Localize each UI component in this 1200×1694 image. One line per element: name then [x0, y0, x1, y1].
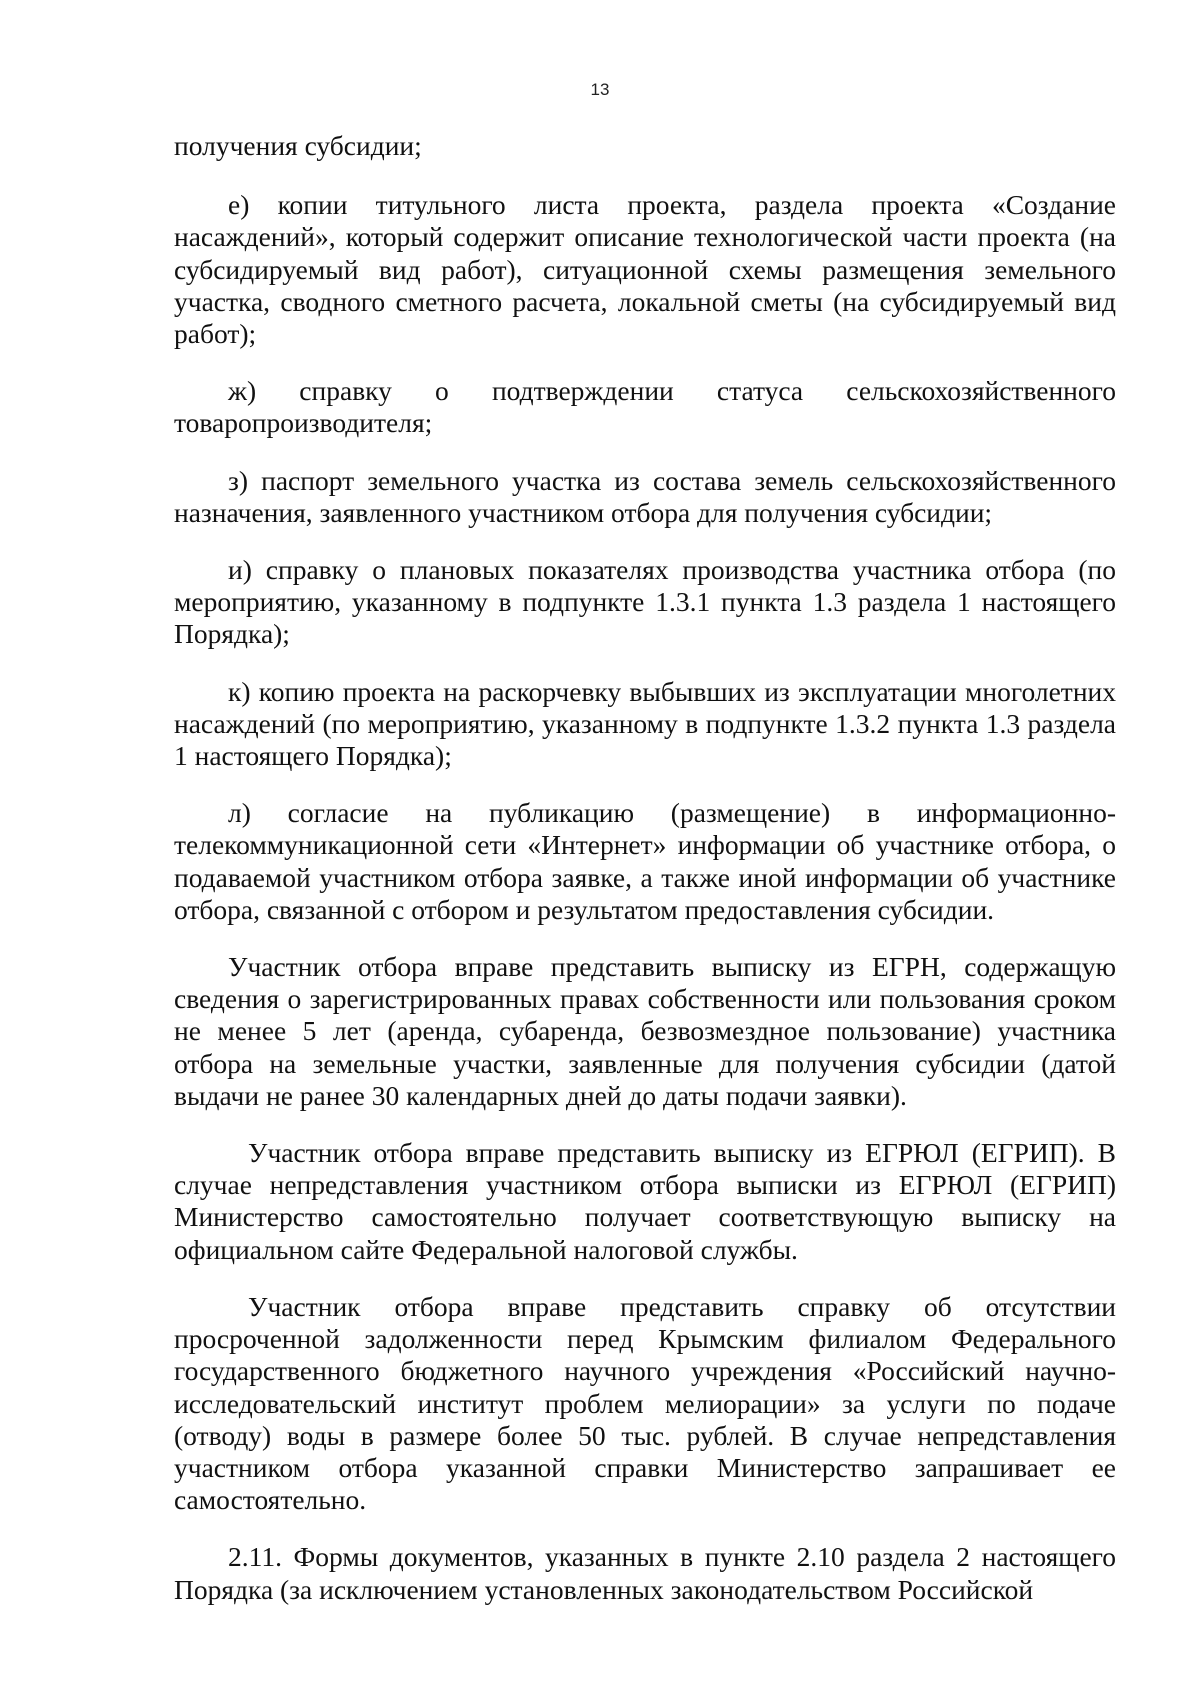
paragraph-debt-certificate: Участник отбора вправе представить справку об отсутствии просроченной задолженности перед Крымским филиалом Федерального государственного бюджетного научного учреждения «Российский научно-исследовательский институт проблем мелиорации» за услуги по подаче (отводу) воды в размере более 50 тыс. рублей. В случае непредставления участником отбора указанной справки Министерство запрашивает ее самостоятельно. [174, 1290, 1116, 1516]
paragraph-egrn: Участник отбора вправе представить выписку из ЕГРН, содержащую сведения о зарегистрированных правах собственности или пользования сроком не менее 5 лет (аренда, субаренда, безвозмездное пользование) участника отбора на земельные участки, заявленные для получения субсидии (датой выдачи не ранее 30 календарных дней до даты подачи заявки). [174, 951, 1116, 1111]
paragraph-continuation: получения субсидии; [174, 130, 422, 161]
paragraph-item-i: и) справку о плановых показателях производства участника отбора (по мероприятию, указанному в подпункте 1.3.1 пункта 1.3 раздела 1 настоящего Порядка); [174, 554, 1116, 650]
paragraph-egrul: Участник отбора вправе представить выписку из ЕГРЮЛ (ЕГРИП). В случае непредставления участником отбора выписки из ЕГРЮЛ (ЕГРИП) Министерство самостоятельно получает соответствующую выписку на официальном сайте Федеральной налоговой службы. [174, 1137, 1116, 1265]
paragraph-item-k: к) копию проекта на раскорчевку выбывших из эксплуатации многолетних насаждений (по мероприятию, указанному в подпункте 1.3.2 пункта 1.3 раздела 1 настоящего Порядка); [174, 675, 1116, 772]
page-number: 13 [590, 80, 610, 99]
paragraph-item-zh: ж) справку о подтверждении статуса сельскохозяйственного товаропроизводителя; [174, 375, 1116, 439]
document-body [174, 130, 1116, 1606]
paragraph-2-11: 2.11. Формы документов, указанных в пункте 2.10 раздела 2 настоящего Порядка (за исключением установленных законодательством Российской [174, 1541, 1116, 1605]
paragraph-item-e: е) копии титульного листа проекта, раздела проекта «Создание насаждений», который содержит описание технологической части проекта (на субсидируемый вид работ), ситуационной схемы размещения земельного участка, сводного сметного расчета, локальной сметы (на субсидируемый вид работ); [174, 189, 1116, 350]
paragraph-item-z: з) паспорт земельного участка из состава земель сельскохозяйственного назначения, заявленного участником отбора для получения субсидии; [174, 464, 1116, 528]
paragraph-item-l: л) согласие на публикацию (размещение) в информационно-телекоммуникационной сети «Интернет» информации об участнике отбора, о подаваемой участником отбора заявке, а также иной информации об участнике отбора, связанной с отбором и результатом предоставления субсидии. [174, 797, 1116, 925]
